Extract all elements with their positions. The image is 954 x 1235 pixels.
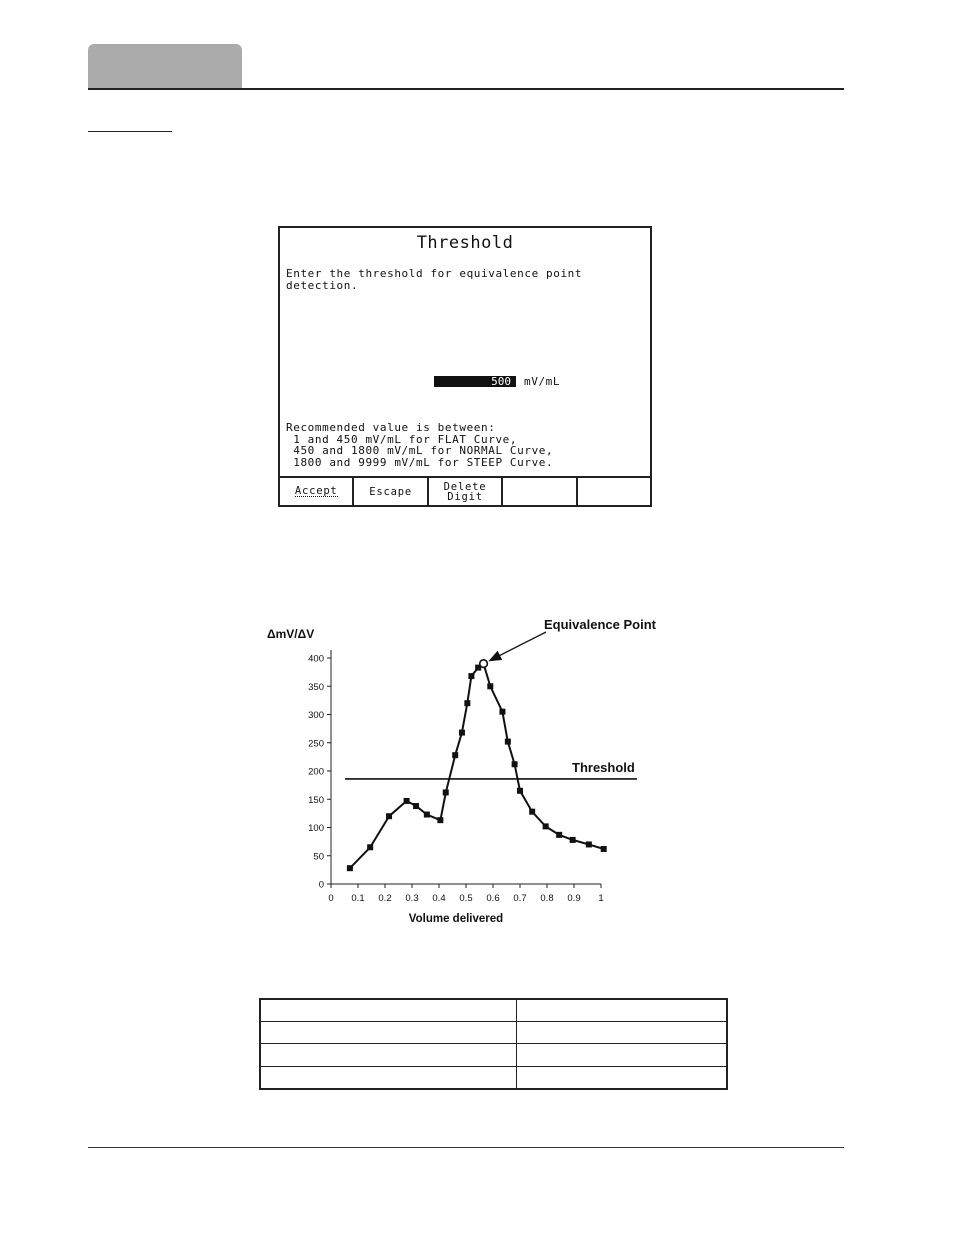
table-cell [260, 1022, 517, 1044]
x-tick-label: 0 [328, 893, 334, 904]
data-point-marker [556, 832, 562, 838]
series-line [350, 664, 604, 869]
table-cell [517, 1044, 728, 1066]
data-point-marker [404, 798, 410, 804]
y-tick-label: 100 [308, 823, 324, 834]
x-tick-label: 0.8 [540, 893, 554, 904]
data-point-marker [424, 812, 430, 818]
data-point-marker [601, 846, 607, 852]
equivalence-arrow [490, 632, 546, 661]
table-cell [517, 999, 728, 1022]
threshold-value-input[interactable]: 500 [434, 376, 516, 387]
recommendation-text: Recommended value is between: 1 and 450 mV/mL for FLAT Curve, 450 and 1800 mV/mL for NORMAL Curve, 1800 and 9999 mV/mL for STEEP Curve. [286, 421, 554, 469]
derivative-chart [260, 612, 680, 932]
data-point-marker [586, 841, 592, 847]
data-point-marker [499, 709, 505, 715]
y-tick-label: 50 [313, 851, 324, 863]
data-point-marker [505, 739, 511, 745]
escape-softkey[interactable]: Escape [354, 478, 428, 505]
table-cell [260, 1044, 517, 1066]
threshold-screen [278, 226, 652, 507]
x-tick-label: 0.5 [459, 893, 473, 904]
data-point-marker [437, 817, 443, 823]
header-tab [88, 44, 242, 88]
table-row [260, 1022, 727, 1044]
data-point-marker [487, 683, 493, 689]
table-cell [260, 1066, 517, 1089]
x-tick-label: 0.1 [351, 893, 365, 904]
data-point-marker [512, 761, 518, 767]
equivalence-point-marker [480, 660, 488, 668]
y-axis-label: ΔmV/ΔV [267, 627, 315, 641]
data-point-marker [543, 823, 549, 829]
table-row [260, 999, 727, 1022]
empty-table [259, 998, 728, 1090]
data-point-marker [570, 837, 576, 843]
table-row [260, 1066, 727, 1089]
x-tick-label: 0.4 [432, 893, 446, 904]
y-tick-label: 200 [308, 766, 324, 778]
y-tick-label: 150 [308, 794, 324, 806]
data-point-marker [464, 700, 470, 706]
blank-softkey-4[interactable] [503, 478, 577, 505]
data-point-marker [468, 673, 474, 679]
screen-prompt: Enter the threshold for equivalence point detection. [286, 267, 583, 292]
x-tick-label: 0.9 [567, 893, 581, 904]
header-rule [88, 88, 844, 90]
footer-rule [88, 1147, 844, 1148]
x-tick-label: 0.6 [486, 893, 500, 904]
y-tick-label: 0 [318, 879, 324, 891]
data-point-marker [517, 788, 523, 794]
data-point-marker [443, 789, 449, 795]
y-tick-label: 300 [308, 710, 324, 721]
data-point-marker [459, 730, 465, 736]
screen-title: Threshold [416, 233, 514, 253]
data-point-marker [367, 844, 373, 850]
accept-label: Accept [294, 485, 338, 497]
accept-softkey[interactable] [280, 478, 354, 505]
table-cell [517, 1022, 728, 1044]
data-point-marker [413, 803, 419, 809]
x-tick-label: 0.3 [405, 893, 419, 904]
value-unit: mV/mL [524, 375, 561, 388]
table-row [260, 1044, 727, 1066]
y-tick-label: 250 [308, 738, 324, 750]
x-tick-label: 0.2 [378, 893, 392, 904]
data-point-marker [386, 813, 392, 819]
blank-softkey-5[interactable] [578, 478, 650, 505]
delete-digit-softkey[interactable]: Delete Digit [429, 478, 503, 505]
threshold-label: Threshold [572, 759, 635, 775]
data-point-marker [347, 865, 353, 871]
x-tick-label: 0.7 [513, 893, 527, 904]
chart-svg [260, 612, 680, 932]
x-axis-label: Volume delivered [408, 913, 504, 925]
data-point-marker [452, 752, 458, 758]
y-tick-label: 400 [308, 653, 324, 665]
y-tick-label: 350 [308, 681, 324, 693]
data-point-marker [529, 809, 535, 815]
softkey-bar [280, 476, 650, 505]
section-underline [88, 131, 172, 132]
table-cell [260, 999, 517, 1022]
x-tick-label: 1 [598, 893, 604, 904]
table-cell [517, 1066, 728, 1089]
equivalence-point-label: Equivalence Point [544, 617, 656, 632]
